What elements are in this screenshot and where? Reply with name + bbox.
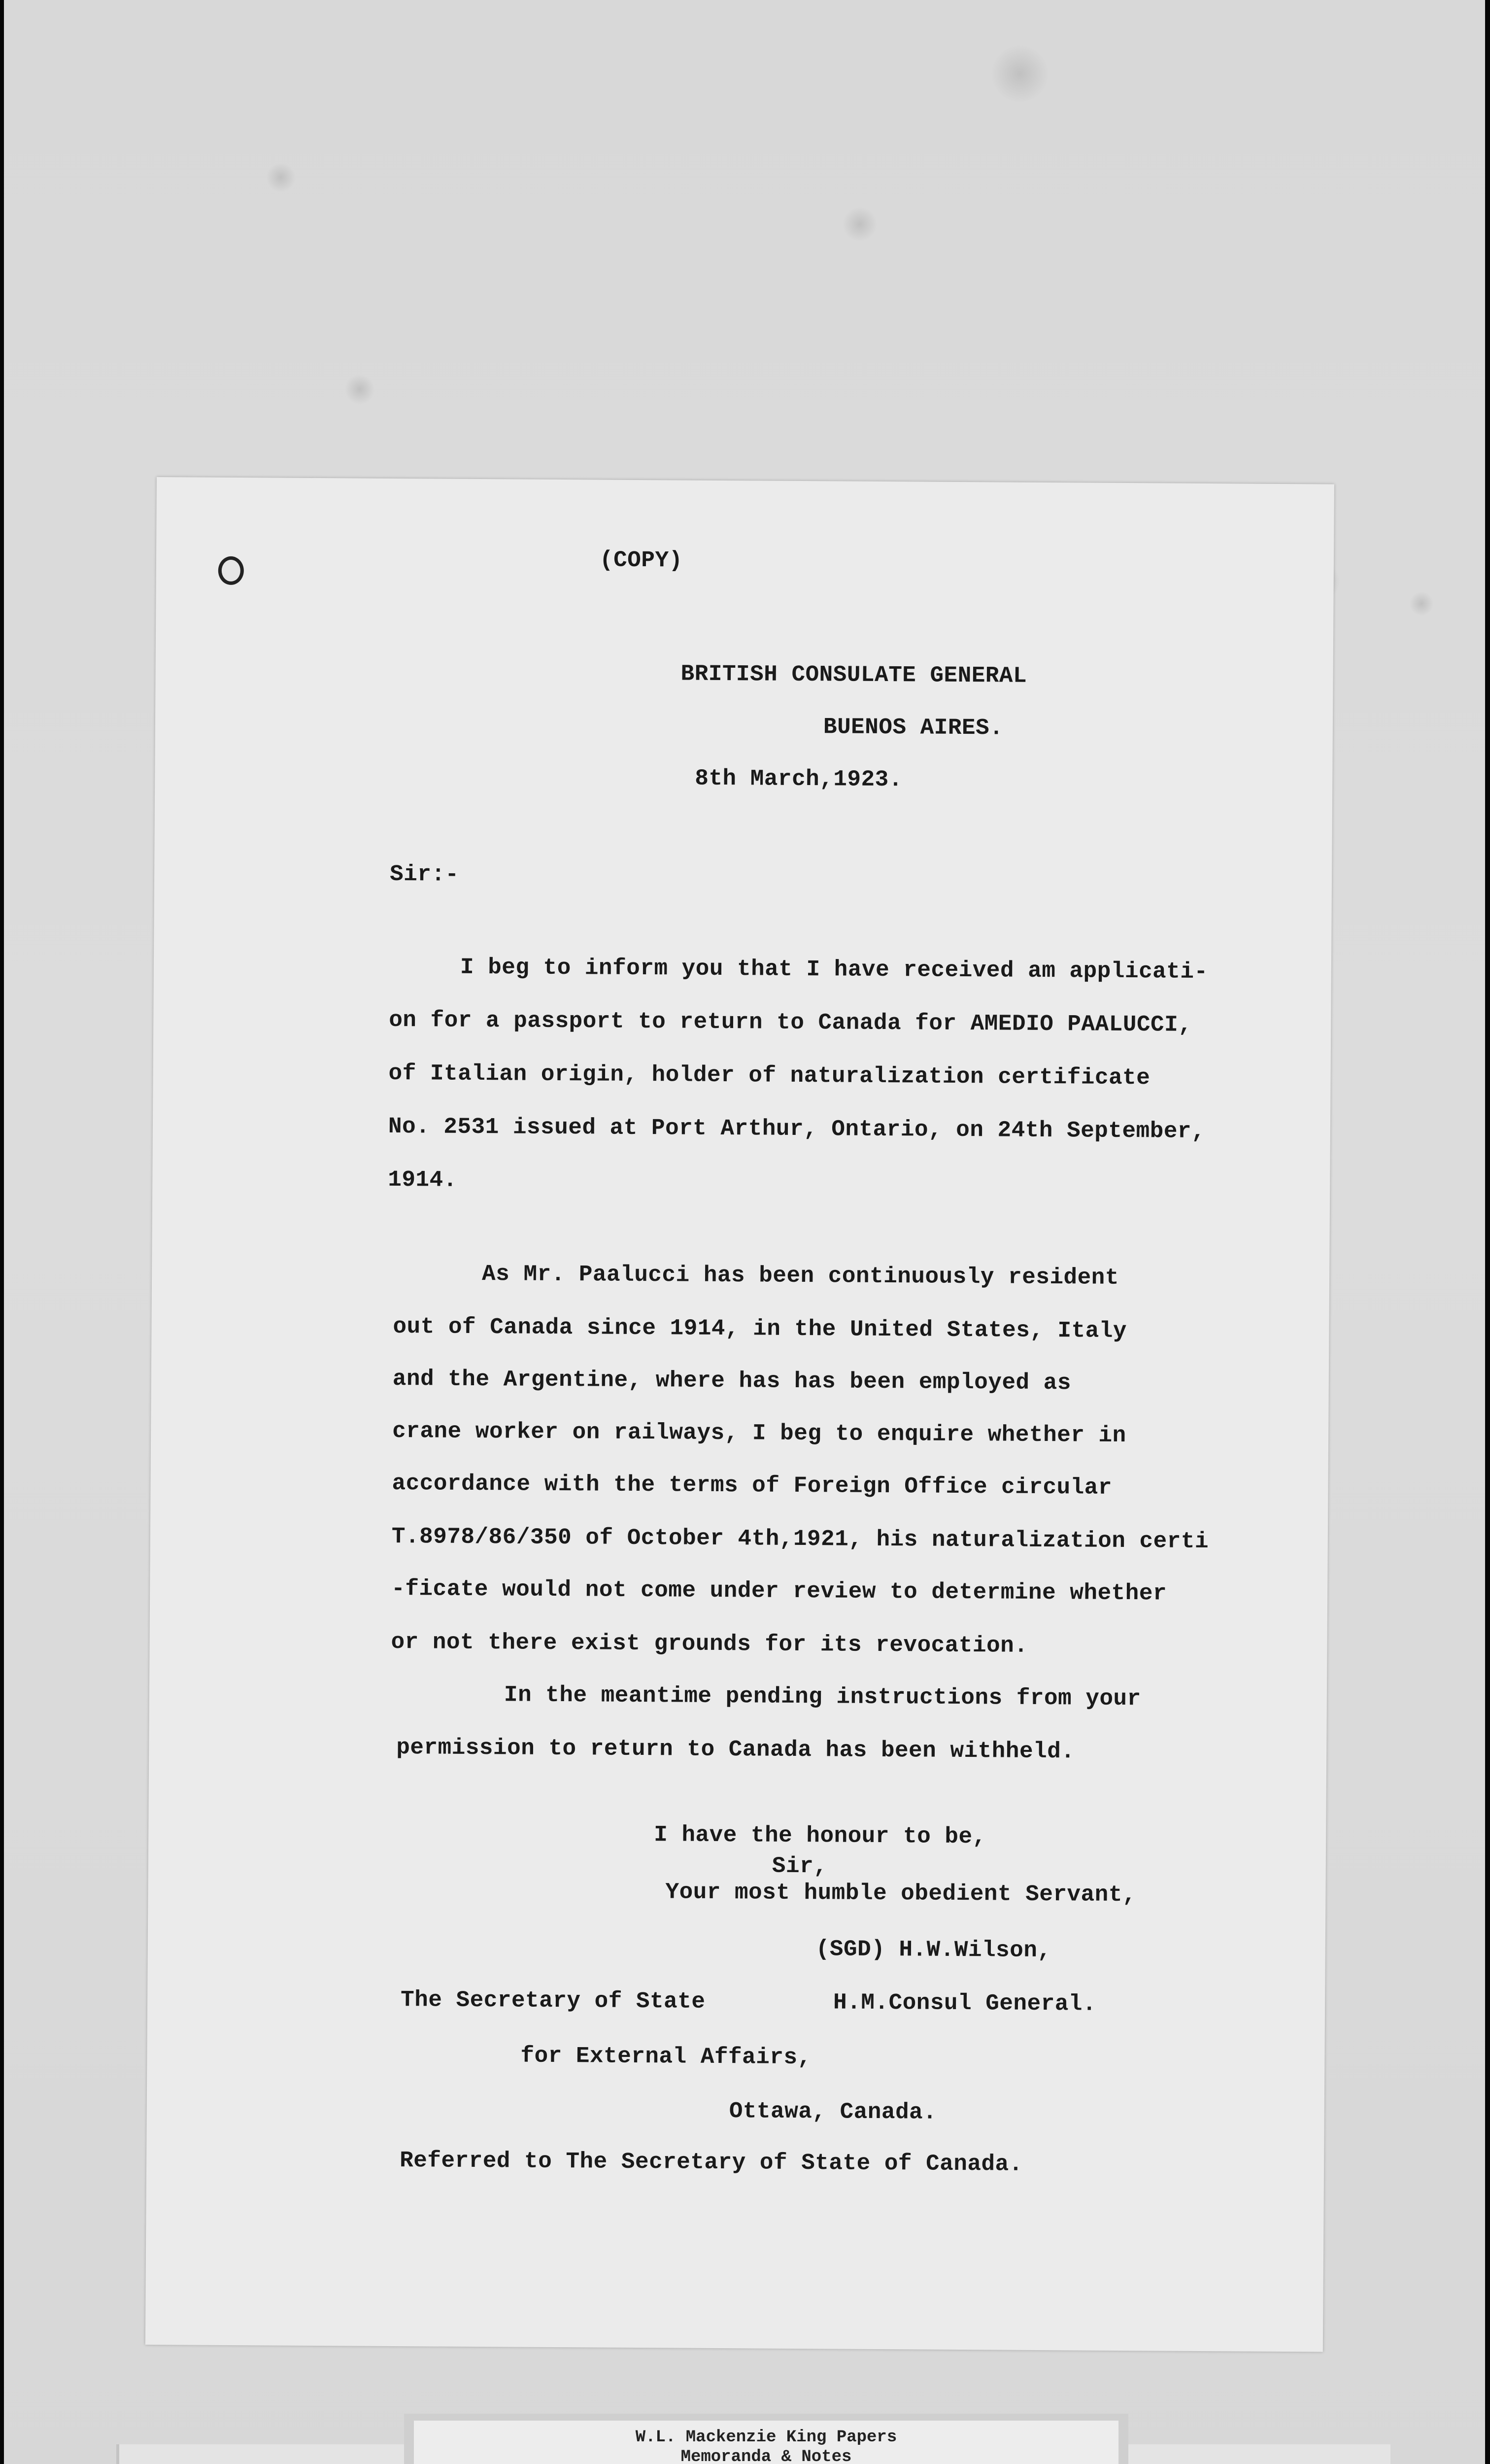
dust-speck (345, 375, 374, 404)
signature: (SGD) H.W.Wilson, (815, 1936, 1051, 1964)
paragraph-2-line: or not there exist grounds for its revocation. (391, 1629, 1028, 1659)
collection-name: W.L. Mackenzie King Papers (635, 2428, 897, 2447)
addressee-line-3: Ottawa, Canada. (729, 2098, 937, 2125)
closing-sir: Sir, (772, 1853, 828, 1880)
dust-speck (266, 163, 296, 192)
dust-speck (990, 44, 1050, 103)
copy-mark: (COPY) (599, 547, 683, 574)
paragraph-2-line: accordance with the terms of Foreign Office circular (392, 1470, 1113, 1501)
paragraph-1-line: 1914. (388, 1166, 457, 1193)
salutation: Sir:- (389, 861, 459, 888)
dust-speck (843, 207, 877, 241)
paragraph-3-line: In the meantime pending instructions from your (504, 1682, 1141, 1712)
closing-line: I have the honour to be, (654, 1822, 986, 1850)
punch-hole (218, 556, 244, 585)
letter-date: 8th March,1923. (695, 765, 903, 793)
addressee-line-2: for External Affairs, (520, 2043, 812, 2071)
dust-speck (1409, 591, 1434, 616)
paragraph-1-line: of Italian origin, holder of naturalization certificate (388, 1060, 1151, 1091)
closing-servant: Your most humble obedient Servant, (665, 1879, 1137, 1908)
paragraph-2-line: -ficate would not come under review to determine whether (391, 1575, 1167, 1607)
sender-line-1: BRITISH CONSULATE GENERAL (680, 661, 1027, 689)
paragraph-2-line: crane worker on railways, I beg to enquire whether in (392, 1418, 1126, 1449)
letter-page (145, 477, 1334, 2352)
referral-note: Referred to The Secretary of State of Canada. (399, 2148, 1023, 2177)
signer-title: H.M.Consul General. (833, 1989, 1097, 2017)
paragraph-2-line: and the Argentine, where has has been employed as (392, 1366, 1072, 1396)
sender-line-2: BUENOS AIRES. (823, 714, 1004, 741)
paragraph-2-line: T.8978/86/350 of October 4th,1921, his naturalization certi (391, 1523, 1209, 1555)
collection-series: Memoranda & Notes (680, 2448, 852, 2464)
paragraph-3-line: permission to return to Canada has been withheld. (396, 1735, 1075, 1765)
paragraph-1-line: No. 2531 issued at Port Arthur, Ontario, on 24th September, (388, 1113, 1206, 1145)
paragraph-1-line: I beg to inform you that I have received am applicati- (460, 954, 1208, 985)
paragraph-2-line: As Mr. Paalucci has been continuously resident (481, 1261, 1119, 1291)
paragraph-2-line: out of Canada since 1914, in the United States, Italy (393, 1313, 1127, 1344)
collection-label (414, 2421, 1118, 2464)
addressee-line-1: The Secretary of State (400, 1987, 706, 2015)
paragraph-1-line: on for a passport to return to Canada for AMEDIO PAALUCCI, (389, 1007, 1192, 1038)
